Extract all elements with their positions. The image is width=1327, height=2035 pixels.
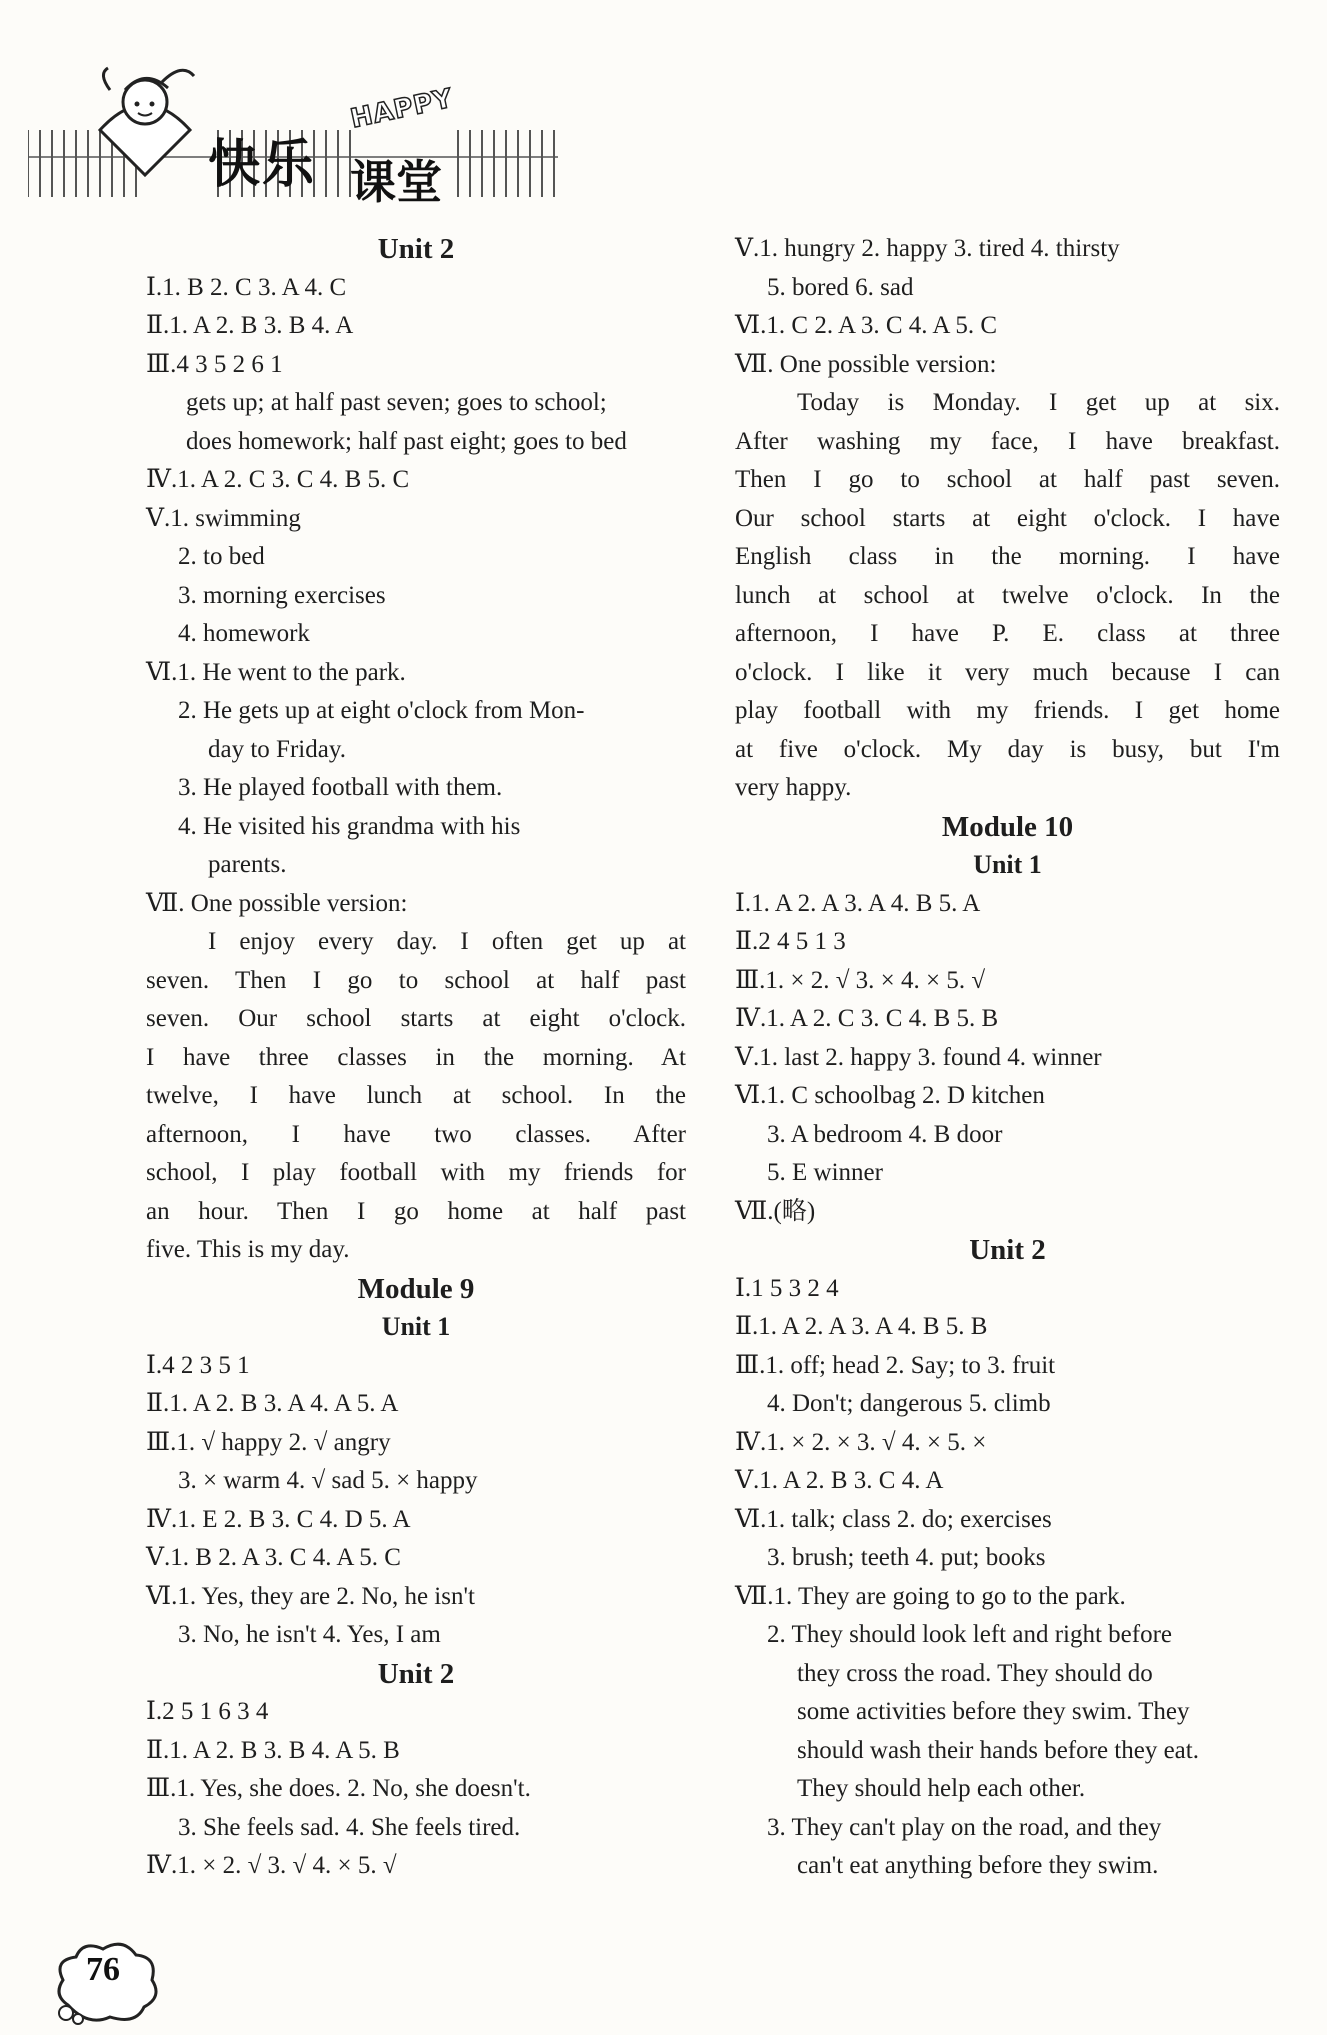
- essay-line: afternoon, I have two classes. After: [146, 1120, 686, 1148]
- answer-line: Ⅳ.1. × 2. √ 3. √ 4. × 5. √: [146, 1852, 397, 1879]
- logo-happy-badge: HAPPY: [348, 83, 456, 135]
- answer-line: Ⅰ.2 5 1 6 3 4: [146, 1698, 269, 1725]
- answer-line: Ⅶ. One possible version:: [735, 350, 997, 378]
- essay-line: After washing my face, I have breakfast.: [735, 427, 1280, 455]
- answer-line: Ⅳ.1. A 2. C 3. C 4. B 5. C: [146, 466, 410, 493]
- right-column: [735, 230, 1280, 1886]
- answer-line: Ⅵ.1. talk; class 2. do; exercises: [735, 1505, 1052, 1533]
- section-heading: Module 10: [941, 810, 1074, 843]
- answer-line: Ⅰ.1. A 2. A 3. A 4. B 5. A: [735, 889, 981, 917]
- logo-title-part1: 快乐: [208, 135, 317, 195]
- answer-line: Ⅵ.1. C 2. A 3. C 4. A 5. C: [735, 312, 998, 339]
- answer-line: Ⅶ. One possible version:: [146, 889, 408, 917]
- essay-line: very happy.: [735, 774, 852, 801]
- answer-line: Ⅶ.(略): [735, 1197, 816, 1225]
- essay-line: seven. Then I go to school at half past: [146, 966, 686, 994]
- essay-line: five. This is my day.: [146, 1236, 350, 1263]
- essay-line: Our school starts at eight o'clock. I have: [735, 504, 1280, 532]
- answer-line: Ⅵ.1. He went to the park.: [146, 658, 406, 686]
- essay-line: lunch at school at twelve o'clock. In the: [735, 581, 1280, 609]
- essay-line: Today is Monday. I get up at six.: [797, 389, 1280, 416]
- answer-subitem: 2. He gets up at eight o'clock from Mon-: [178, 697, 585, 724]
- subsection-heading: Unit 1: [973, 850, 1042, 879]
- answer-subitem: 3. She feels sad. 4. She feels tired.: [178, 1813, 521, 1841]
- answer-line: Ⅶ.1. They are going to go to the park.: [735, 1582, 1126, 1610]
- answer-continuation: does homework; half past eight; goes to bed: [186, 427, 627, 455]
- answer-line: Ⅰ.1 5 3 2 4: [735, 1274, 839, 1302]
- subsection-heading: Unit 1: [381, 1312, 451, 1341]
- essay-line: afternoon, I have P. E. class at three: [735, 620, 1280, 647]
- answer-continuation: day to Friday.: [208, 735, 346, 763]
- answer-continuation: They should help each other.: [797, 1775, 1086, 1802]
- answer-continuation: gets up; at half past seven; goes to school;: [186, 389, 607, 416]
- answer-subitem: 3. × warm 4. √ sad 5. × happy: [178, 1467, 478, 1494]
- answer-line: Ⅴ.1. A 2. B 3. C 4. A: [735, 1467, 944, 1494]
- answer-subitem: 5. bored 6. sad: [767, 273, 914, 301]
- answer-continuation: should wash their hands before they eat.: [797, 1736, 1199, 1764]
- answer-line: Ⅱ.1. A 2. B 3. A 4. A 5. A: [146, 1390, 399, 1417]
- essay-line: I have three classes in the morning. At: [146, 1043, 686, 1071]
- essay-line: seven. Our school starts at eight o'clock.: [146, 1005, 686, 1032]
- answer-continuation: can't eat anything before they swim.: [797, 1852, 1159, 1879]
- answer-subitem: 2. They should look left and right before: [767, 1621, 1173, 1648]
- answer-line: Ⅱ.2 4 5 1 3: [735, 928, 846, 955]
- essay-line: Then I go to school at half past seven.: [735, 466, 1280, 493]
- essay-line: twelve, I have lunch at school. In the: [146, 1082, 686, 1109]
- answer-subitem: 4. homework: [178, 620, 310, 647]
- page-number: 76: [86, 1951, 120, 1988]
- answer-line: Ⅲ.1. Yes, she does. 2. No, she doesn't.: [146, 1775, 531, 1802]
- answer-subitem: 4. He visited his grandma with his: [178, 812, 521, 840]
- answer-line: Ⅵ.1. Yes, they are 2. No, he isn't: [146, 1582, 475, 1610]
- left-column: [146, 230, 686, 1886]
- answer-line: Ⅱ.1. A 2. A 3. A 4. B 5. B: [735, 1313, 988, 1340]
- answer-subitem: 3. morning exercises: [178, 581, 386, 609]
- answer-subitem: 3. brush; teeth 4. put; books: [767, 1544, 1046, 1571]
- essay-line: school, I play football with my friends for: [146, 1159, 686, 1186]
- answer-line: Ⅲ.1. √ happy 2. √ angry: [146, 1428, 391, 1456]
- essay-line: o'clock. I like it very much because I can: [735, 658, 1280, 686]
- answer-subitem: 2. to bed: [178, 543, 265, 570]
- answer-line: Ⅰ.4 2 3 5 1: [146, 1351, 250, 1379]
- cartoon-mascot-icon: [90, 60, 200, 180]
- answer-line: Ⅲ.1. off; head 2. Say; to 3. fruit: [735, 1351, 1056, 1379]
- answer-line: Ⅴ.1. last 2. happy 3. found 4. winner: [735, 1043, 1102, 1071]
- section-heading: Unit 2: [969, 1234, 1046, 1266]
- answer-line: Ⅴ.1. B 2. A 3. C 4. A 5. C: [146, 1544, 401, 1571]
- answer-subitem: 3. A bedroom 4. B door: [767, 1120, 1003, 1148]
- answer-line: Ⅵ.1. C schoolbag 2. D kitchen: [735, 1082, 1045, 1109]
- answer-line: Ⅰ.1. B 2. C 3. A 4. C: [146, 273, 347, 301]
- answer-line: Ⅴ.1. hungry 2. happy 3. tired 4. thirsty: [735, 235, 1120, 262]
- answer-continuation: they cross the road. They should do: [797, 1659, 1153, 1687]
- section-heading: Unit 2: [377, 1657, 455, 1690]
- essay-line: play football with my friends. I get home: [735, 697, 1280, 724]
- answer-line: Ⅱ.1. A 2. B 3. B 4. A: [146, 312, 354, 339]
- page-footer: [48, 1935, 168, 2025]
- answer-line: Ⅲ.1. × 2. √ 3. × 4. × 5. √: [735, 966, 986, 994]
- answer-subitem: 3. He played football with them.: [178, 774, 503, 801]
- essay-line: at five o'clock. My day is busy, but I'm: [735, 735, 1280, 763]
- answer-subitem: 5. E winner: [767, 1159, 883, 1186]
- answer-line: Ⅲ.4 3 5 2 6 1: [146, 350, 283, 378]
- answer-subitem: 3. They can't play on the road, and they: [767, 1813, 1162, 1841]
- section-heading: Unit 2: [377, 233, 455, 265]
- answer-line: Ⅳ.1. E 2. B 3. C 4. D 5. A: [146, 1505, 411, 1533]
- answer-subitem: 4. Don't; dangerous 5. climb: [767, 1390, 1051, 1417]
- essay-line: an hour. Then I go home at half past: [146, 1197, 686, 1225]
- answer-line: Ⅳ.1. A 2. C 3. C 4. B 5. B: [735, 1005, 999, 1032]
- logo-title-part2: 课堂: [350, 155, 442, 209]
- answer-line: Ⅳ.1. × 2. × 3. √ 4. × 5. ×: [735, 1428, 987, 1456]
- essay-line: English class in the morning. I have: [735, 543, 1280, 570]
- answer-line: Ⅱ.1. A 2. B 3. B 4. A 5. B: [146, 1736, 400, 1764]
- answer-subitem: 3. No, he isn't 4. Yes, I am: [178, 1621, 441, 1648]
- page-header: [20, 60, 560, 210]
- essay-line: I enjoy every day. I often get up at: [208, 928, 686, 955]
- section-heading: Module 9: [357, 1272, 475, 1305]
- answer-continuation: parents.: [208, 851, 287, 878]
- answer-line: Ⅴ.1. swimming: [146, 504, 301, 532]
- answer-continuation: some activities before they swim. They: [797, 1698, 1190, 1725]
